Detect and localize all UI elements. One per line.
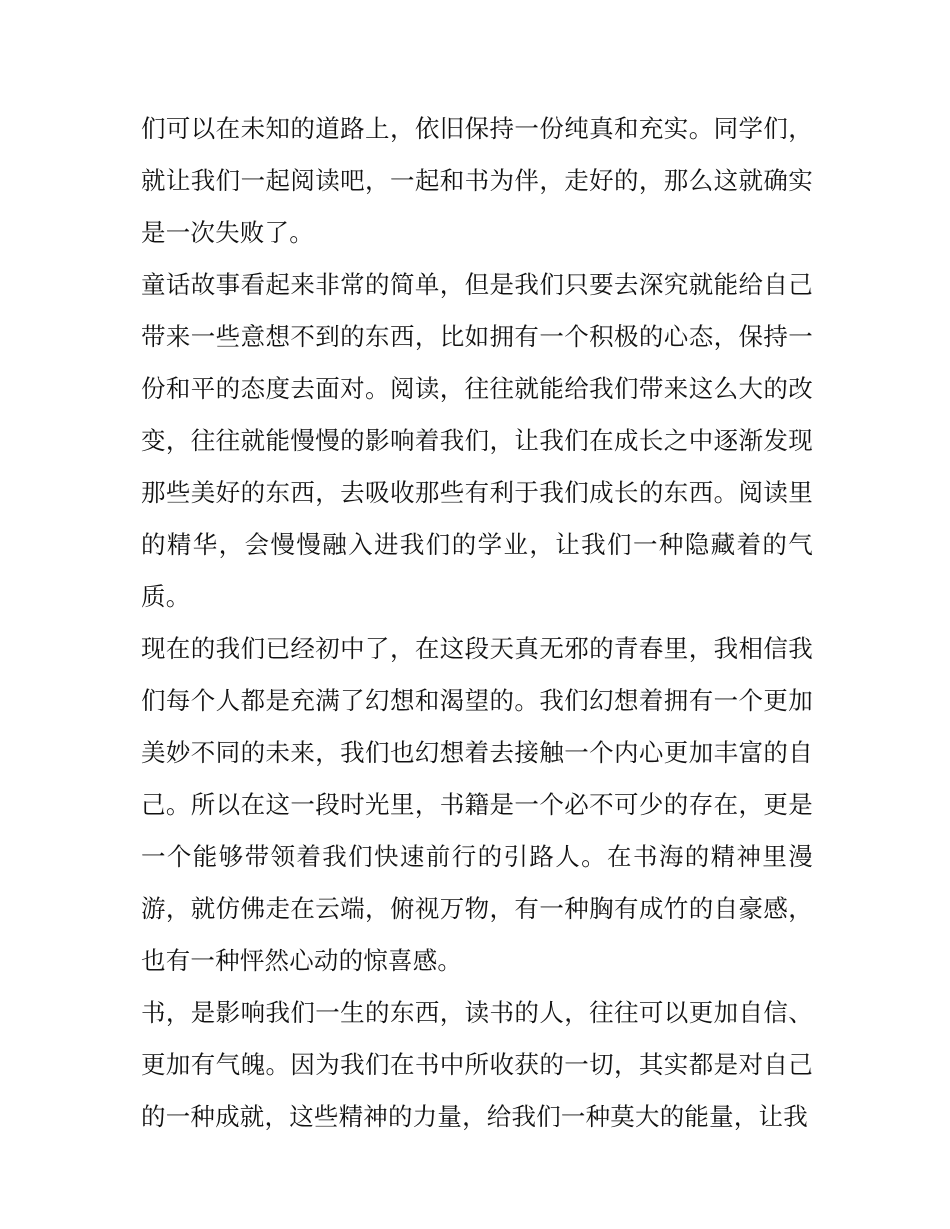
paragraph-2: 童话故事看起来非常的简单，但是我们只要去深究就能给自己带来一些意想不到的东西，比如拥有一个积极的心态，保持一份和平的态度去面对。阅读，往往就能给我们带来这么大的改变，往往就能慢慢的影响着我们，让我们在成长之中逐渐发现那些美好的东西，去吸收那些有利于我们成长的东西。阅读里的精华，会慢慢融入进我们的学业，让我们一种隐藏着的气质。: [141, 270, 813, 611]
document-body: [141, 103, 813, 1143]
paragraph-1: 们可以在未知的道路上，依旧保持一份纯真和充实。同学们，就让我们一起阅读吧，一起和书为伴，走好的，那么这就确实是一次失败了。: [141, 114, 813, 247]
paragraph-4: 书，是影响我们一生的东西，读书的人，往往可以更加自信、更加有气魄。因为我们在书中所收获的一切，其实都是对自己的一种成就，这些精神的力量，给我们一种莫大的能量，让我: [141, 998, 813, 1131]
paragraph-3: 现在的我们已经初中了，在这段天真无邪的青春里，我相信我们每个人都是充满了幻想和渴望的。我们幻想着拥有一个更加美妙不同的未来，我们也幻想着去接触一个内心更加丰富的自己。所以在这一段时光里，书籍是一个必不可少的存在，更是一个能够带领着我们快速前行的引路人。在书海的精神里漫游，就仿佛走在云端，俯视万物，有一种胸有成竹的自豪感，也有一种怦然心动的惊喜感。: [141, 634, 813, 975]
